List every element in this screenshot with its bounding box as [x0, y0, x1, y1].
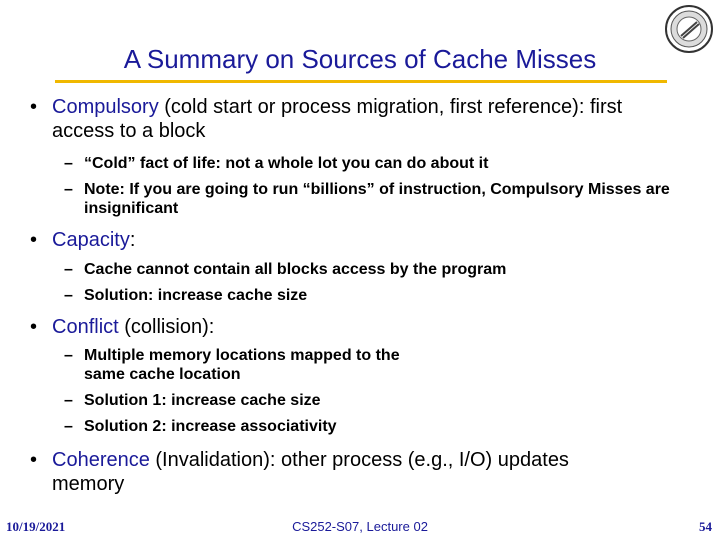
- sub-bullet: [64, 180, 684, 218]
- sub-marker: –: [64, 261, 73, 278]
- title-underline: [55, 80, 667, 83]
- footer-page-number: 54: [699, 519, 712, 534]
- sub-marker: –: [64, 347, 73, 364]
- sub-bullet: [64, 417, 684, 436]
- bullet-term: Compulsory: [52, 96, 159, 118]
- footer-course: CS252-S07, Lecture 02: [292, 519, 428, 534]
- bullet-term: Capacity: [52, 229, 130, 251]
- sub-text: Solution 2: increase associativity: [84, 418, 337, 435]
- sub-text: Solution 1: increase cache size: [84, 392, 321, 409]
- sub-bullet: [64, 286, 684, 305]
- sub-bullet: [64, 154, 684, 173]
- sub-marker: –: [64, 155, 73, 172]
- bullet-text: (Invalidation): other process (e.g., I/O) updates memory: [52, 449, 569, 495]
- bullet-term: Conflict: [52, 316, 119, 338]
- sub-marker: –: [64, 287, 73, 304]
- sub-bullet: [64, 260, 684, 279]
- sub-marker: –: [64, 181, 73, 198]
- sub-marker: –: [64, 418, 73, 435]
- sub-bullet: [64, 346, 424, 384]
- bullet-coherence: [30, 448, 630, 496]
- bullet-compulsory: [30, 95, 640, 143]
- slide-title: A Summary on Sources of Cache Misses: [123, 44, 597, 74]
- university-seal-icon: [664, 4, 714, 54]
- bullet-marker: •: [30, 96, 38, 118]
- sub-bullet: [64, 391, 684, 410]
- bullet-text: :: [129, 229, 136, 251]
- sub-text: Multiple memory locations mapped to the same cache location: [84, 347, 400, 383]
- bullet-marker: •: [30, 316, 38, 338]
- bullet-text: (cold start or process migration, first reference): first access to a block: [52, 96, 623, 142]
- bullet-text: (collision):: [118, 316, 215, 338]
- sub-marker: –: [64, 392, 73, 409]
- bullet-marker: •: [30, 229, 38, 251]
- footer-date: 10/19/2021: [6, 519, 66, 534]
- bullet-term: Coherence: [52, 449, 150, 471]
- bullet-conflict: [30, 315, 640, 339]
- sub-text: Cache cannot contain all blocks access by the program: [84, 261, 507, 278]
- sub-text: Solution: increase cache size: [84, 287, 308, 304]
- sub-text: “Cold” fact of life: not a whole lot you can do about it: [84, 155, 489, 172]
- bullet-marker: •: [30, 449, 38, 471]
- sub-text: Note: If you are going to run “billions” of instruction, Compulsory Misses are insignificant: [84, 181, 670, 217]
- bullet-capacity: [30, 228, 640, 252]
